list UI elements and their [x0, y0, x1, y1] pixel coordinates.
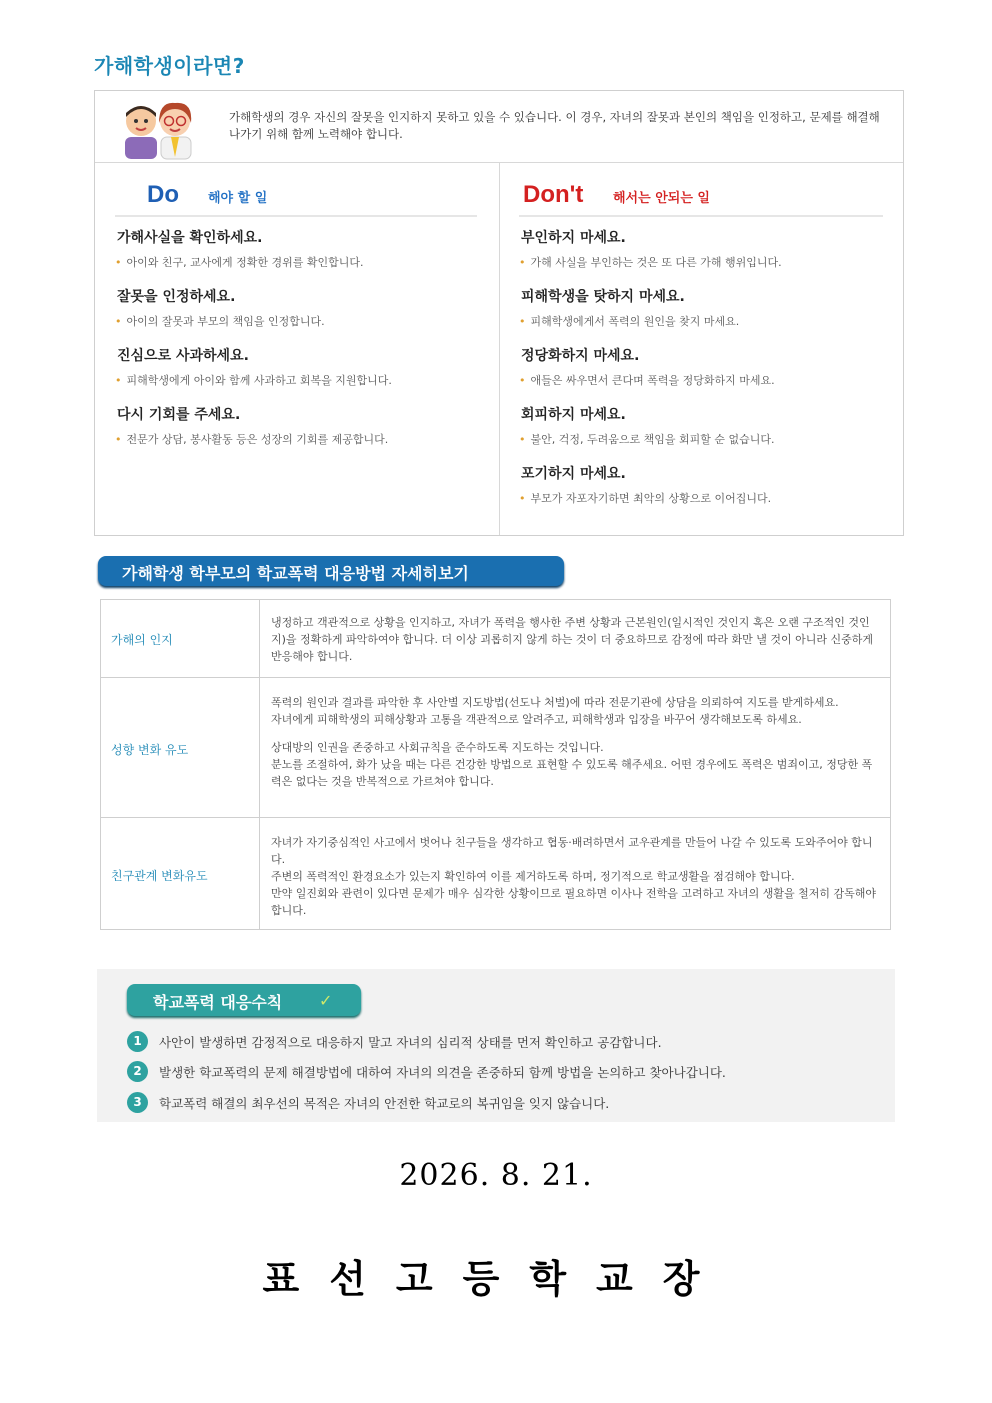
do-item-desc [115, 372, 392, 388]
detail-table [100, 599, 891, 930]
table-row-body [271, 694, 881, 790]
rule-number-badge: 3 [127, 1092, 148, 1113]
row-paragraph: 주변의 폭력적인 환경요소가 있는지 확인하여 이를 제거하도록 하며, 정기적으로 학교생활을 점검해야 합니다. [271, 870, 795, 883]
dont-item-desc-text: 피해학생에게서 폭력의 원인을 찾지 마세요. [530, 315, 740, 328]
table-row-label: 성향 변화 유도 [111, 743, 189, 757]
dont-heading: Don't [523, 181, 584, 208]
response-rules-panel [97, 969, 895, 1122]
do-item-desc [115, 254, 364, 270]
row-paragraph: 폭력의 원인과 결과를 파악한 후 사안별 지도방법(선도나 처벌)에 따라 전문기관에 상담을 의뢰하여 지도를 받게하세요. [271, 696, 839, 709]
do-item-title: 가해사실을 확인하세요. [117, 230, 263, 246]
bullet-icon: • [115, 315, 122, 328]
rule-number-badge: 2 [127, 1061, 148, 1082]
row-divider [101, 817, 890, 818]
row-paragraph: 분노를 조절하여, 화가 났을 때는 다른 건강한 방법으로 표현할 수 있도록 해주세요. 어떤 경우에도 폭력은 범죄이고, 정당한 폭력은 없다는 것을 반복적으로 가르쳐야 합니다. [271, 758, 873, 788]
bullet-icon: • [519, 433, 526, 446]
school-signature: 표선고등학교장 [262, 1256, 730, 1301]
intro-text: 가해학생의 경우 자신의 잘못을 인지하지 못하고 있을 수 있습니다. 이 경우, 자녀의 잘못과 본인의 책임을 인정하고, 문제를 해결해나가기 위해 함께 노력해야 합니다. [229, 110, 880, 141]
dont-divider [519, 215, 883, 217]
table-row-label: 가해의 인지 [111, 633, 173, 647]
bullet-icon: • [115, 256, 122, 269]
table-column-divider [259, 600, 260, 929]
row-paragraph: 만약 일진회와 관련이 있다면 문제가 매우 심각한 상황이므로 필요하면 이사나 전학을 고려하고 자녀의 생활을 철저히 감독해야 합니다. [271, 887, 876, 917]
dont-item-desc [519, 490, 771, 506]
table-row-label: 친구관계 변화유도 [111, 869, 208, 883]
bullet-icon: • [115, 374, 122, 387]
rules-heading-badge [127, 984, 361, 1016]
detail-heading-badge [98, 556, 564, 586]
row-divider [101, 677, 890, 678]
row-paragraph: 상대방의 인권을 존중하고 사회규칙을 준수하도록 지도하는 것입니다. [271, 741, 604, 754]
parents-illustration [113, 99, 209, 161]
row-paragraph: 자녀에게 피해학생의 피해상황과 고통을 객관적으로 알려주고, 피해학생과 입장을 바꾸어 생각해보도록 하세요. [271, 713, 802, 726]
dont-item-desc [519, 431, 775, 447]
do-item-title: 진심으로 사과하세요. [117, 348, 249, 364]
intro-section [95, 91, 903, 163]
do-divider [115, 215, 477, 217]
dont-item-title: 정당화하지 마세요. [521, 348, 640, 364]
table-row-body [271, 614, 881, 665]
rule-text: 발생한 학교폭력의 문제 해결방법에 대하여 자녀의 의견을 존중하되 함께 방법을 논의하고 찾아나갑니다. [159, 1065, 726, 1080]
do-item-desc-text: 피해학생에게 아이와 함께 사과하고 회복을 지원합니다. [126, 374, 392, 387]
dont-subtitle: 해서는 안되는 일 [613, 191, 710, 206]
do-item-title: 다시 기회를 주세요. [117, 407, 241, 423]
dont-item-desc [519, 254, 782, 270]
bullet-icon: • [115, 433, 122, 446]
do-subtitle: 해야 할 일 [208, 191, 268, 206]
dont-item-title: 포기하지 마세요. [521, 466, 626, 482]
dont-item-title: 회피하지 마세요. [521, 407, 626, 423]
dont-item-desc-text: 불안, 걱정, 두려움으로 책임을 회피할 순 없습니다. [530, 433, 775, 446]
checkmark-icon: ✓ [319, 991, 333, 1010]
row-paragraph: 냉정하고 객관적으로 상황을 인지하고, 자녀가 폭력을 행사한 주변 상황과 근본원인(일시적인 것인지 혹은 오랜 구조적인 것인지)을 정확하게 파악하여야 합니다. 더 이상 괴롭히지 않게 하는 것이 더 중요하므로 감정에 따라 화만 낼 것이 아니라 신중하게 반응해야 합니다. [271, 616, 874, 663]
do-item-title: 잘못을 인정하세요. [117, 289, 236, 305]
do-item-desc [115, 431, 388, 447]
do-item-desc-text: 아이의 잘못과 부모의 책임을 인정합니다. [126, 315, 325, 328]
do-item-desc-text: 아이와 친구, 교사에게 정확한 경위를 확인합니다. [126, 256, 364, 269]
row-paragraph: 자녀가 자기중심적인 사고에서 벗어나 친구들을 생각하고 협동·배려하면서 교우관계를 만들어 나갈 수 있도록 도와주어야 합니다. [271, 836, 873, 866]
do-item-desc [115, 313, 325, 329]
do-item-desc-text: 전문가 상담, 봉사활동 등은 성장의 기회를 제공합니다. [126, 433, 389, 446]
do-dont-panel [94, 90, 904, 536]
rule-text: 사안이 발생하면 감정적으로 대응하지 말고 자녀의 심리적 상태를 먼저 확인하고 공감합니다. [159, 1035, 662, 1050]
detail-heading: 가해학생 학부모의 학교폭력 대응방법 자세히보기 [122, 564, 469, 583]
dont-item-title: 피해학생을 탓하지 마세요. [521, 289, 685, 305]
bullet-icon: • [519, 492, 526, 505]
dont-item-desc-text: 부모가 자포자기하면 최악의 상황으로 이어집니다. [530, 492, 772, 505]
dont-item-desc [519, 313, 739, 329]
dont-item-desc-text: 애들은 싸우면서 큰다며 폭력을 정당화하지 마세요. [530, 374, 775, 387]
bullet-icon: • [519, 374, 526, 387]
dont-item-desc-text: 가해 사실을 부인하는 것은 또 다른 가해 행위입니다. [530, 256, 782, 269]
do-heading: Do [147, 181, 179, 208]
page-title: 가해학생이라면? [94, 54, 245, 78]
bullet-icon: • [519, 315, 526, 328]
rules-heading: 학교폭력 대응수칙 [153, 993, 283, 1012]
rule-text: 학교폭력 해결의 최우선의 목적은 자녀의 안전한 학교로의 복귀임을 잊지 않습니다. [159, 1096, 610, 1111]
bullet-icon: • [519, 256, 526, 269]
dont-item-title: 부인하지 마세요. [521, 230, 626, 246]
table-row-body [271, 834, 881, 919]
document-date: 2026. 8. 21. [399, 1158, 593, 1193]
column-divider [499, 163, 500, 535]
rule-number-badge: 1 [127, 1031, 148, 1052]
dont-item-desc [519, 372, 775, 388]
